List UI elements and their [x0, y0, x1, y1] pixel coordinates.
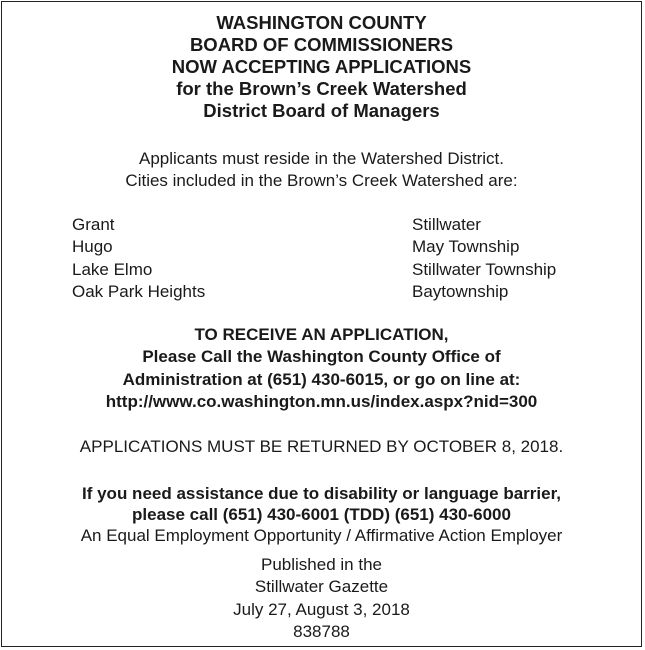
city-item: Stillwater Township: [412, 259, 557, 279]
header-line-board: BOARD OF COMMISSIONERS: [189, 34, 454, 55]
application-url[interactable]: http://www.co.washington.mn.us/index.aspx?nid=300: [105, 391, 538, 411]
application-instructions: [2, 324, 641, 413]
apply-phone-line: Administration at (651) 430-6015, or go on line at:: [122, 369, 521, 389]
apply-call-line: Please Call the Washington County Office of: [142, 347, 501, 367]
notice-header: [2, 12, 641, 122]
city-item: Hugo: [72, 237, 113, 257]
city-item: Lake Elmo: [72, 259, 153, 279]
legal-notice: [1, 1, 642, 647]
newspaper-name: Stillwater Gazette: [254, 577, 389, 597]
application-deadline: APPLICATIONS MUST BE RETURNED BY OCTOBER 8, 2018.: [79, 437, 564, 456]
assistance-info: [2, 483, 641, 546]
publication-dates: July 27, August 3, 2018: [233, 599, 410, 619]
header-line-accepting: NOW ACCEPTING APPLICATIONS: [171, 56, 472, 77]
header-line-county: WASHINGTON COUNTY: [216, 12, 427, 33]
city-item: May Township: [412, 237, 520, 257]
city-item: Baytownship: [412, 281, 509, 301]
assistance-phone: please call (651) 430-6001 (TDD) (651) 430-6000: [132, 505, 511, 524]
header-line-managers: District Board of Managers: [203, 100, 440, 121]
city-item: Oak Park Heights: [72, 281, 206, 301]
eligibility-requirement: Applicants must reside in the Watershed District.: [138, 149, 504, 168]
notice-id: 838788: [293, 621, 350, 641]
publication-info: [2, 554, 641, 643]
city-item: Stillwater: [412, 215, 481, 234]
city-item: Grant: [72, 215, 115, 234]
assistance-line: If you need assistance due to disability or language barrier,: [82, 484, 561, 503]
eligibility-intro: [2, 148, 641, 192]
city-column-right: [412, 214, 556, 303]
cities-intro: Cities included in the Brown’s Creek Watershed are:: [125, 171, 518, 190]
eeo-statement: An Equal Employment Opportunity / Affirmative Action Employer: [80, 526, 563, 545]
apply-heading: TO RECEIVE AN APPLICATION,: [194, 325, 449, 344]
published-in-label: Published in the: [261, 555, 382, 574]
city-column-left: [72, 214, 205, 303]
header-line-watershed: for the Brown’s Creek Watershed: [176, 78, 467, 99]
